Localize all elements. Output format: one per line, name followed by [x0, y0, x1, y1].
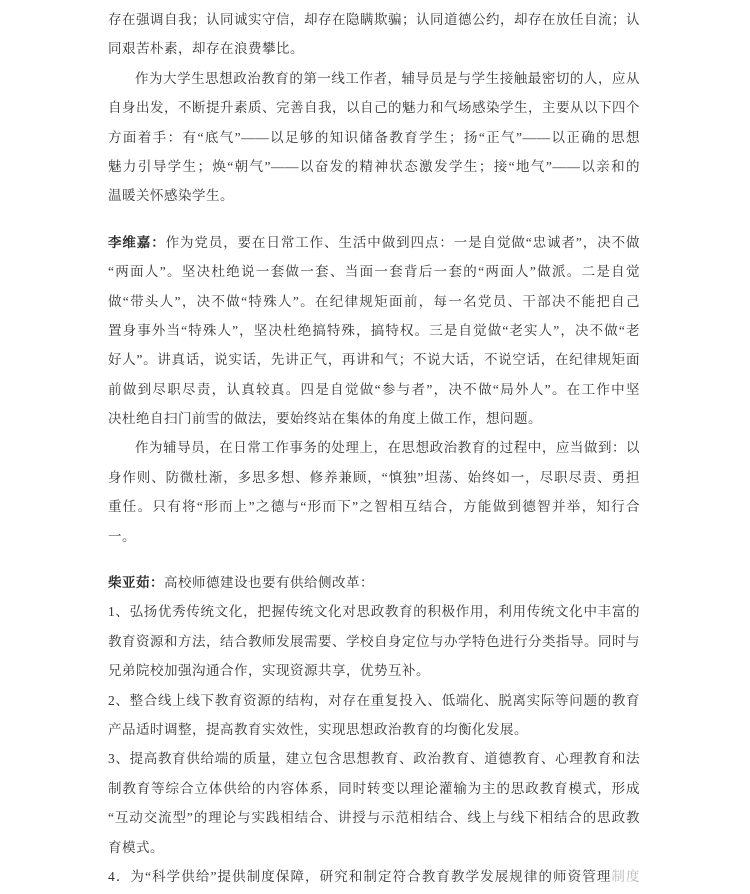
speaker-name: 李维嘉： — [108, 234, 166, 250]
text-line: 做“带头人”，决不做“特殊人”。在纪律规矩面前，每一名党员、干部决不能把自己 — [108, 293, 640, 309]
text-line: 1、弘扬优秀传统文化，把握传统文化对思政教育的积极作用，利用传统文化中丰富的 — [108, 604, 640, 620]
paragraph — [108, 744, 640, 862]
text-line: 重任。只有将“形而上”之德与“形而下”之智相互结合，方能做到德智并举，知行合 — [108, 499, 640, 515]
text-line: 好人”。讲真话，说实话，先讲正气，再讲和气；不说大话，不说空话，在纪律规矩面 — [108, 352, 640, 368]
text-line: 身作则、防微杜渐，多思多想、修养兼顾，“慎独”坦荡、始终如一，尽职尽责、勇担 — [108, 469, 640, 485]
text-line: 制教育等综合立体供给的内容体系，同时转变以理论灌输为主的思政教育模式，形成 — [108, 780, 640, 796]
text-line: 3、提高教育供给端的质量，建立包含思想教育、政治教育、道德教育、心理教育和法 — [108, 751, 640, 767]
paragraph — [108, 597, 640, 685]
text-line: 魅力引导学生；焕“朝气”——以奋发的精神状态激发学生；接“地气”——以亲和的 — [108, 158, 640, 174]
speaker-name: 柴亚茹： — [108, 575, 164, 591]
text-line: 自身出发，不断提升素质、完善自我，以自己的魅力和气场感染学生，主要从以下四个 — [108, 100, 640, 116]
paragraph — [108, 64, 640, 211]
text-line: 4．为“科学供给”提供制度保障，研究和制定符合教育教学发展规律的师资管理制度 — [108, 868, 640, 884]
text-line: 育模式。 — [108, 839, 164, 855]
paragraph — [108, 228, 640, 434]
paragraph — [108, 433, 640, 551]
paragraph — [108, 568, 640, 597]
paragraph — [108, 862, 640, 891]
text-line: 教育资源和方法，结合教师发展需要、学校自身定位与办学特色进行分类指导。同时与 — [108, 633, 640, 649]
text-line: 2、整合线上线下教育资源的结构，对存在重复投入、低端化、脱离实际等问题的教育 — [108, 692, 640, 708]
paragraph — [108, 5, 640, 64]
text-line: 置身事外当“特殊人”，坚决杜绝搞特殊，搞特权。三是自觉做“老实人”，决不做“老 — [108, 322, 640, 338]
text-line: 产品适时调整，提高教育实效性，实现思想政治教育的均衡化发展。 — [108, 721, 528, 737]
text-line: 温暖关怀感染学生。 — [108, 188, 234, 204]
text-line: “互动交流型”的理论与实践相结合、讲授与示范相结合、线上与线下相结合的思政教 — [108, 810, 640, 826]
paragraph — [108, 686, 640, 745]
text-line: 同艰苦朴素，却存在浪费攀比。 — [108, 41, 304, 57]
text-line: 作为辅导员，在日常工作事务的处理上，在思想政治教育的过程中，应当做到：以 — [135, 440, 640, 456]
text-line: 李维嘉：作为党员，要在日常工作、生活中做到四点：一是自觉做“忠诚者”，决不做 — [108, 234, 640, 250]
text-line: 兄弟院校加强沟通合作，实现资源共享，优势互补。 — [108, 663, 430, 679]
text-line: 一。 — [108, 528, 136, 544]
text-line: 前做到尽职尽责，认真较真。四是自觉做“参与者”，决不做“局外人”。在工作中坚 — [108, 381, 640, 397]
text-line: “两面人”。坚决杜绝说一套做一套、当面一套背后一套的“两面人”做派。二是自觉 — [108, 264, 640, 280]
text-line: 方面着手：有“底气”——以足够的知识储备教育学生；扬“正气”——以正确的思想 — [108, 129, 640, 145]
text-line: 存在强调自我；认同诚实守信，却存在隐瞒欺骗；认同道德公约，却存在放任自流；认 — [108, 12, 640, 27]
text-line: 作为大学生思想政治教育的第一线工作者，辅导员是与学生接触最密切的人，应从 — [135, 70, 640, 86]
faded-text: 制度 — [611, 868, 640, 884]
text-line: 柴亚茹：高校师德建设也要有供给侧改革： — [108, 575, 374, 591]
text-line: 决杜绝自扫门前雪的做法，要始终站在集体的角度上做工作，想问题。 — [108, 411, 542, 427]
